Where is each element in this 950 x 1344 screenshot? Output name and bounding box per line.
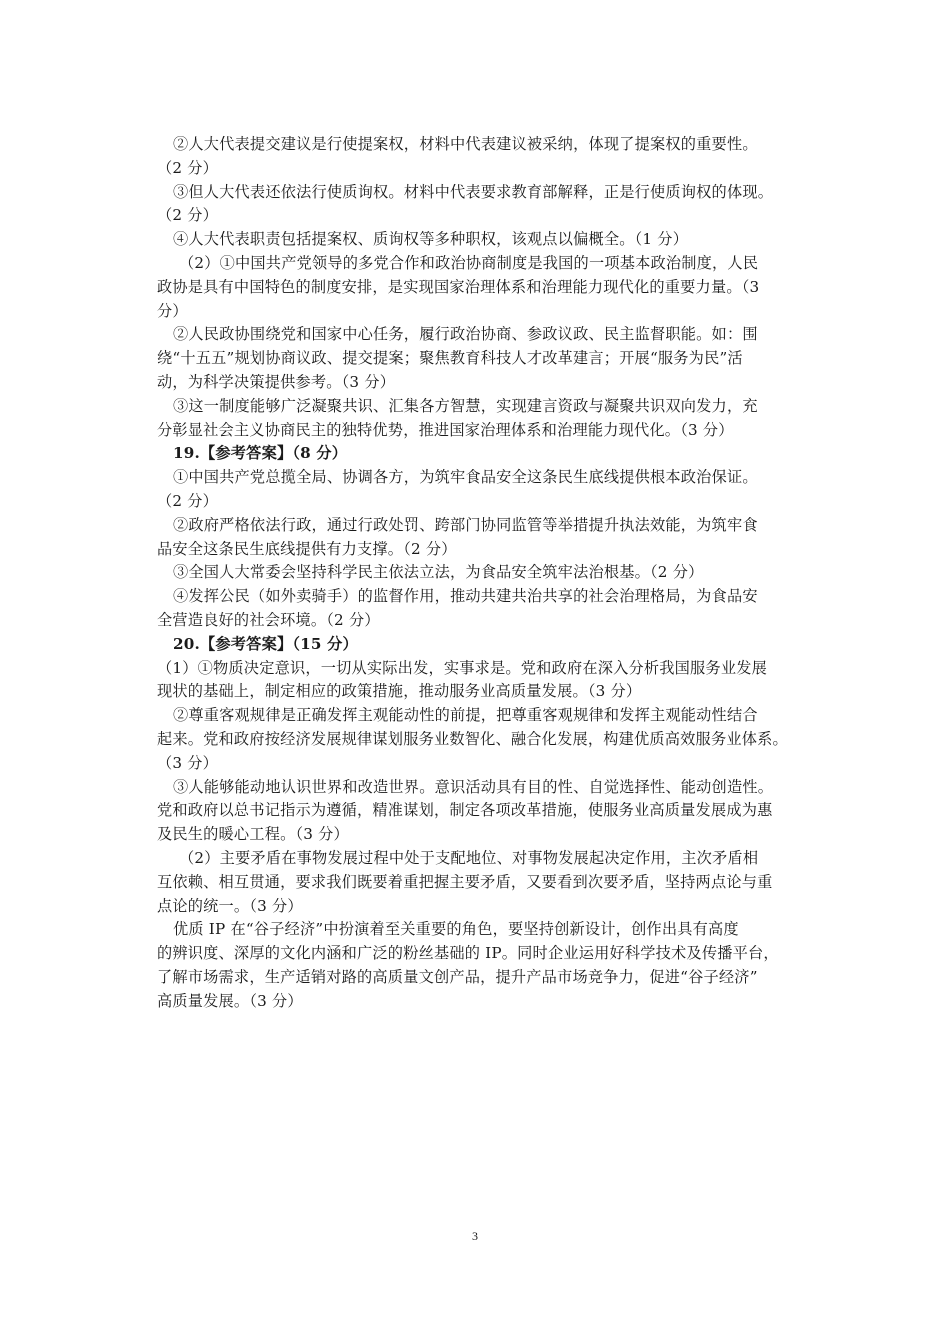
text-line: 政协是具有中国特色的制度安排，是实现国家治理体系和治理能力现代化的重要力量。（3 [157,277,760,296]
text-line: ④发挥公民（如外卖骑手）的监督作用，推动共建共治共享的社会治理格局，为食品安 [173,587,758,606]
text-line: 分） [157,301,188,320]
text-line: ②政府严格依法行政，通过行政处罚、跨部门协同监管等举措提升执法效能，为筑牢食 [173,515,758,534]
text-line: （2 分） [157,491,219,510]
text-line: （2）①中国共产党领导的多党合作和政治协商制度是我国的一项基本政治制度，人民 [179,253,759,272]
text-line: （1）①物质决定意识，一切从实际出发，实事求是。党和政府在深入分析我国服务业发展 [157,658,767,677]
text-line: ①中国共产党总揽全局、协调各方，为筑牢食品安全这条民生底线提供根本政治保证。 [173,468,758,487]
text-line: 动，为科学决策提供参考。（3 分） [157,372,396,391]
text-line: ③这一制度能够广泛凝聚共识、汇集各方智慧，实现建言资政与凝聚共识双向发力，充 [173,396,758,415]
text-line: ②人大代表提交建议是行使提案权，材料中代表建议被采纳，体现了提案权的重要性。 [173,135,758,153]
text-line: 优质 IP 在“谷子经济”中扮演着至关重要的角色，要坚持创新设计，创作出具有高度 [173,920,739,939]
section-heading-20: 20.【参考答案】（15 分） [173,634,358,653]
text-line: 现状的基础上，制定相应的政策措施，推动服务业高质量发展。（3 分） [157,682,642,701]
section-heading-19: 19.【参考答案】（8 分） [173,444,348,463]
text-line: 党和政府以总书记指示为遵循，精准谋划，制定各项改革措施，使服务业高质量发展成为惠 [157,801,773,820]
text-line: 点论的统一。（3 分） [157,896,303,915]
text-line: ③人能够能动地认识世界和改造世界。意识活动具有目的性、自觉选择性、能动创造性。 [173,777,774,796]
text-line: （2）主要矛盾在事物发展过程中处于支配地位、对事物发展起决定作用，主次矛盾相 [179,848,759,867]
text-line: 及民生的暖心工程。（3 分） [157,825,349,844]
text-line: （2 分） [157,206,219,225]
text-line: 绕“十五五”规划协商议政、提交提案；聚焦教育科技人才改革建言；开展“服务为民”活 [157,349,743,368]
text-line: （2 分） [157,158,219,177]
text-line: 互依赖、相互贯通，要求我们既要着重把握主要矛盾，又要看到次要矛盾，坚持两点论与重 [157,872,773,891]
page-number: 3 [472,1229,478,1243]
text-line: 高质量发展。（3 分） [157,991,303,1010]
text-line: （3 分） [157,753,219,772]
text-line: ③全国人大常委会坚持科学民主依法立法，为食品安全筑牢法治根基。（2 分） [173,563,704,582]
text-line: 了解市场需求，生产适销对路的高质量文创产品，提升产品市场竞争力，促进“谷子经济” [157,967,758,986]
text-line: 分彰显社会主义协商民主的独特优势，推进国家治理体系和治理能力现代化。（3 分） [157,420,734,439]
text-line: 的辨识度、深厚的文化内涵和广泛的粉丝基础的 IP。同时企业运用好科学技术及传播平台， [157,944,779,963]
text-line: ②人民政协围绕党和国家中心任务，履行政治协商、参政议政、民主监督职能。如：围 [173,325,758,344]
text-line: 品安全这条民生底线提供有力支撑。（2 分） [157,539,457,558]
text-line: 全营造良好的社会环境。（2 分） [157,610,380,629]
text-line: 起来。党和政府按经济发展规律谋划服务业数智化、融合化发展，构建优质高效服务业体系。 [157,729,788,748]
text-line: ④人大代表职责包括提案权、质询权等多种职权，该观点以偏概全。（1 分） [173,230,689,249]
text-line: ②尊重客观规律是正确发挥主观能动性的前提，把尊重客观规律和发挥主观能动性结合 [173,706,758,725]
text-line: ③但人大代表还依法行使质询权。材料中代表要求教育部解释，正是行使质询权的体现。 [173,182,774,201]
answer-text-block [157,133,807,1013]
